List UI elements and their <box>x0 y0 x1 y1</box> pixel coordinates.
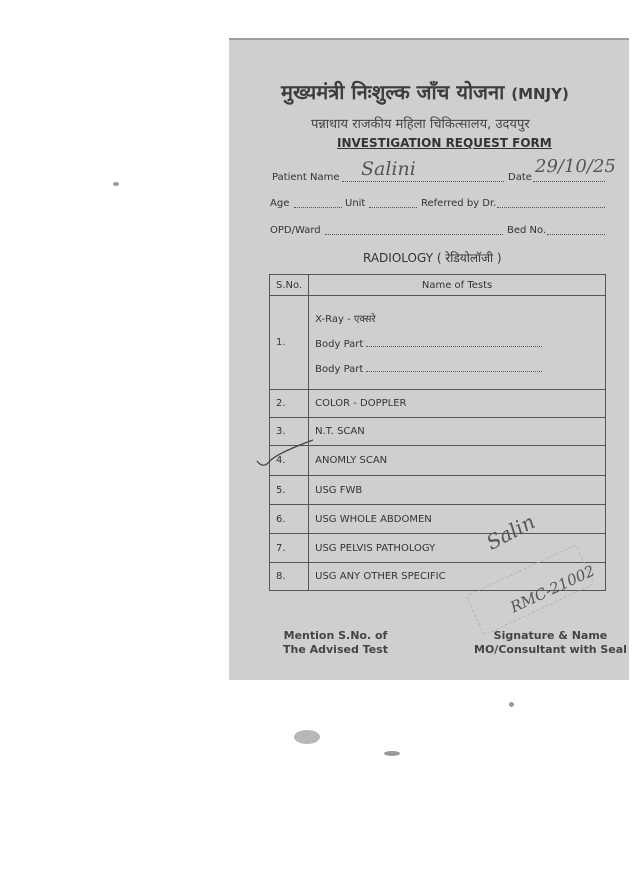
scan-speck <box>509 702 514 707</box>
row-sno: 2. <box>270 390 309 418</box>
footer-right-line2: MO/Consultant with Seal <box>474 643 627 656</box>
scheme-abbreviation: (MNJY) <box>511 85 569 103</box>
table-row <box>270 296 606 390</box>
signature-text: Salin <box>482 509 539 555</box>
row-test-name: USG WHOLE ABDOMEN <box>309 505 606 534</box>
body-part-1-label: Body Part <box>315 338 364 350</box>
referred-by-line <box>497 207 605 208</box>
column-test-name: Name of Tests <box>309 275 606 296</box>
footer-right <box>474 629 627 657</box>
row-test-xray <box>309 296 606 390</box>
body-part-2-line <box>366 371 542 372</box>
hospital-name: पन्नाधाय राजकीय महिला चिकित्सालय, उदयपुर <box>311 117 530 132</box>
row-sno: 6. <box>270 505 309 534</box>
row-sno: 7. <box>270 534 309 563</box>
body-part-1-line <box>366 346 542 347</box>
unit-label: Unit <box>345 198 366 209</box>
age-label: Age <box>270 198 290 209</box>
scan-speck <box>113 182 119 186</box>
row-test-name: COLOR - DOPPLER <box>309 390 606 418</box>
body-part-1 <box>315 339 599 350</box>
row-test-name: USG FWB <box>309 476 606 505</box>
scheme-title <box>281 78 569 105</box>
footer-left-line1: Mention S.No. of <box>283 629 388 642</box>
row-test-name: USG ANY OTHER SPECIFIC <box>309 563 606 591</box>
unit-line <box>369 207 417 208</box>
date-line <box>533 181 605 182</box>
footer-right-line1: Signature & Name <box>493 629 608 642</box>
patient-name-value: Salini <box>361 158 416 180</box>
registration-number: RMC-21002 <box>507 561 598 617</box>
table-row <box>270 476 606 505</box>
scan-speck <box>384 751 400 756</box>
row-test-name: ANOMLY SCAN <box>309 446 606 476</box>
body-part-2 <box>315 364 599 375</box>
opd-ward-label: OPD/Ward <box>270 225 321 236</box>
form-title: INVESTIGATION REQUEST FORM <box>337 136 552 150</box>
age-line <box>294 207 342 208</box>
table-header <box>270 275 606 296</box>
patient-name-line <box>342 181 504 182</box>
tests-table <box>269 274 606 591</box>
row-sno: 8. <box>270 563 309 591</box>
bed-no-label: Bed No. <box>507 225 547 236</box>
row-sno: 5. <box>270 476 309 505</box>
row-sno: 1. <box>270 296 309 390</box>
row-test-name: N.T. SCAN <box>309 418 606 446</box>
scan-speck <box>294 730 320 744</box>
column-sno: S.No. <box>270 275 309 296</box>
xray-label: X-Ray - एक्सरे <box>315 313 376 325</box>
row-sno: 3. <box>270 418 309 446</box>
opd-ward-line <box>325 234 503 235</box>
row-sno: 4. <box>270 446 309 476</box>
section-heading: RADIOLOGY ( रेडियोलॉजी ) <box>363 251 502 265</box>
bed-no-line <box>547 234 605 235</box>
footer-left-line2: The Advised Test <box>283 643 388 656</box>
footer-left <box>283 629 388 657</box>
scheme-title-hindi: मुख्यमंत्री निःशुल्क जाँच योजना <box>281 80 505 104</box>
patient-name-label: Patient Name <box>272 172 340 183</box>
check-mark-icon <box>253 436 323 472</box>
request-form <box>229 38 629 680</box>
row-test-name: USG PELVIS PATHOLOGY <box>309 534 606 563</box>
referred-by-label: Referred by Dr. <box>421 198 497 209</box>
date-value: 29/10/25 <box>535 156 616 177</box>
date-label: Date <box>508 172 532 183</box>
table-row <box>270 505 606 534</box>
body-part-2-label: Body Part <box>315 363 364 375</box>
table-row <box>270 390 606 418</box>
